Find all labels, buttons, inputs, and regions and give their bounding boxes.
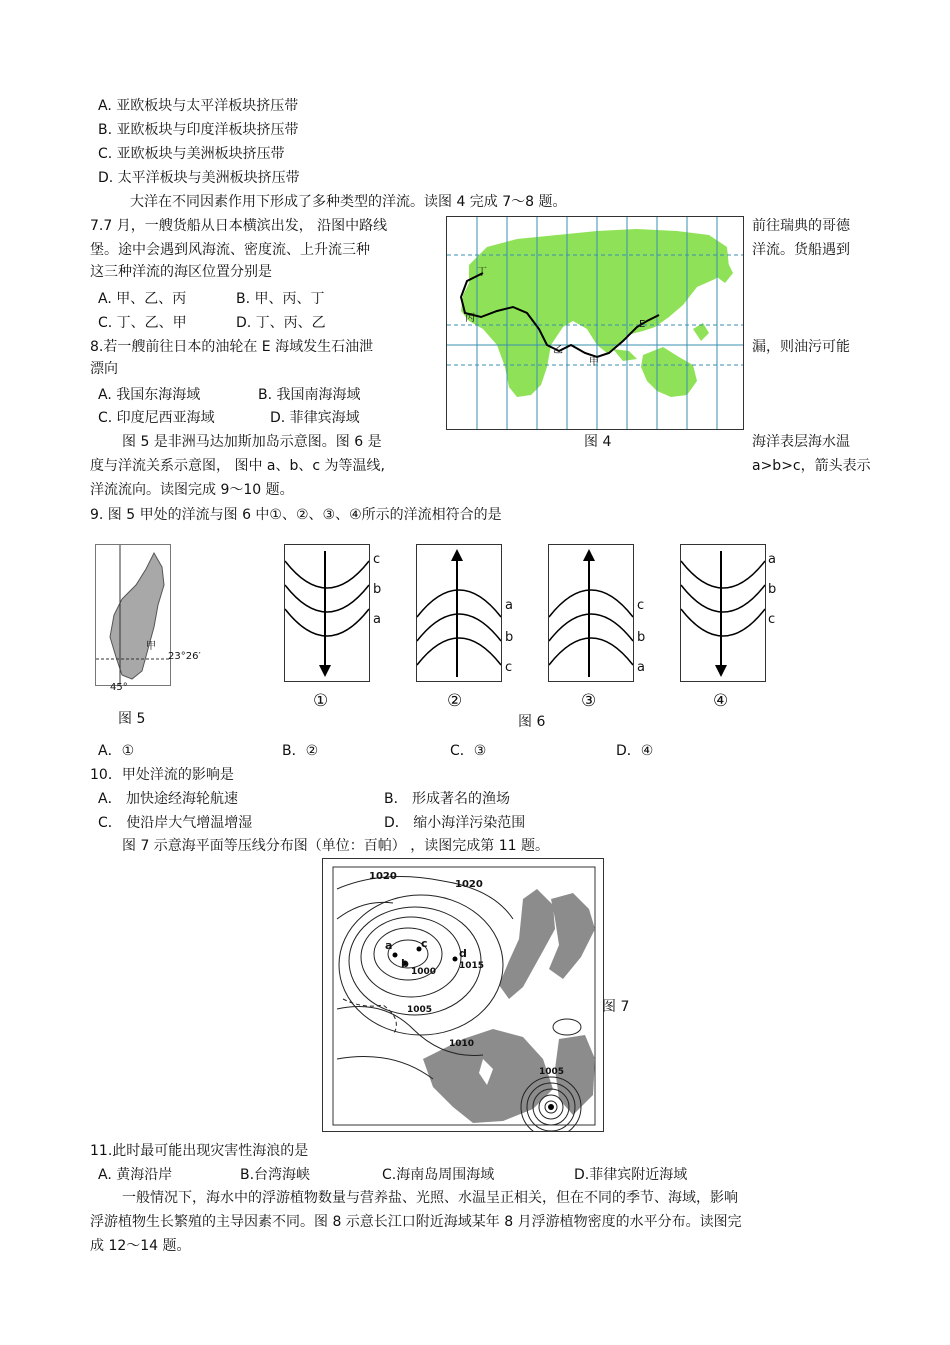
panel-3-number: ③ xyxy=(581,691,597,711)
q8-line1-right: 漏，则油污可能 xyxy=(752,339,850,355)
panel-4-label-b: b xyxy=(768,582,777,597)
q11-option-b: B.台湾海峡 xyxy=(240,1167,311,1183)
panel-3-label-c: c xyxy=(637,598,645,613)
intro-12-14-line1: 一般情况下，海水中的浮游植物数量与营养盐、光照、水温呈正相关，但在不同的季节、海域，影响 xyxy=(122,1190,738,1206)
panel-2-label-b: b xyxy=(505,630,514,645)
label-jia: 甲 xyxy=(589,357,599,368)
panel-2-label-a: a xyxy=(505,598,513,613)
figure-6-panel-2 xyxy=(416,544,502,682)
q10-option-d: D． 缩小海洋污染范围 xyxy=(384,815,526,831)
figure-7-caption: 图 7 xyxy=(602,999,630,1015)
figure-6-panel-3 xyxy=(548,544,634,682)
isobar-1005-typhoon: 1005 xyxy=(539,1067,565,1077)
q10-option-a: A． 加快途经海轮航速 xyxy=(98,791,239,807)
q8-option-d: D. 菲律宾海域 xyxy=(270,410,360,426)
q7-option-c: C. 丁、乙、甲 xyxy=(98,315,187,331)
intro-12-14-line3: 成 12～14 题。 xyxy=(90,1238,191,1254)
panel-4-number: ④ xyxy=(713,691,729,711)
point-d: d xyxy=(459,947,467,960)
intro-11: 图 7 示意海平面等压线分布图（单位：百帕） ，读图完成第 11 题。 xyxy=(122,838,549,854)
isobar-1010: 1010 xyxy=(449,1039,475,1049)
q8-line2: 漂向 xyxy=(90,361,118,377)
figure-6-panel-1 xyxy=(284,544,370,682)
label-bing: 丙 xyxy=(465,313,475,324)
isobar-1020-right: 1020 xyxy=(455,879,483,890)
intro-9-10-line3: 洋流流向。读图完成 9～10 题。 xyxy=(90,482,294,498)
panel-1-label-c: c xyxy=(373,552,381,567)
q9-option-c: C．③ xyxy=(450,743,487,759)
intro-9-10-line2: 度与洋流关系示意图， 图中 a、b、c 为等温线, xyxy=(90,458,385,474)
q9-stem: 9. 图 5 甲处的洋流与图 6 中①、②、③、④所示的洋流相符合的是 xyxy=(90,507,502,523)
intro-9-10-line2-right: a>b>c，箭头表示 xyxy=(752,458,871,474)
label-e: E xyxy=(639,319,646,330)
isobar-1005-mid: 1005 xyxy=(407,1005,433,1015)
q7-line3: 这三种洋流的海区位置分别是 xyxy=(90,264,272,280)
q8-option-a: A. 我国东海海域 xyxy=(98,387,201,403)
label-jia-fig5: 甲 xyxy=(146,641,156,652)
panel-3-label-b: b xyxy=(637,630,646,645)
q10-option-b: B． 形成著名的渔场 xyxy=(384,791,511,807)
q8-option-b: B. 我国南海海域 xyxy=(258,387,361,403)
q9-option-a: A．① xyxy=(98,743,135,759)
label-ding: 丁 xyxy=(477,267,487,278)
isobar-1000: 1000 xyxy=(411,967,437,977)
label-yi: 乙 xyxy=(553,345,563,356)
figure-4-caption: 图 4 xyxy=(584,434,612,450)
q11-stem: 11.此时最可能出现灾害性海浪的是 xyxy=(90,1143,309,1159)
q6-option-b: B. 亚欧板块与印度洋板块挤压带 xyxy=(98,122,299,138)
q6-option-a: A. 亚欧板块与太平洋板块挤压带 xyxy=(98,98,299,114)
intro-9-10-line1-right: 海洋表层海水温 xyxy=(752,434,850,450)
panel-1-number: ① xyxy=(313,691,329,711)
figure-5-caption: 图 5 xyxy=(118,711,146,727)
figure-5-madagascar xyxy=(95,544,171,686)
q8-option-c: C. 印度尼西亚海域 xyxy=(98,410,215,426)
q6-option-c: C. 亚欧板块与美洲板块挤压带 xyxy=(98,146,285,162)
q7-line1: 7.7 月，一艘货船从日本横滨出发， 沿图中路线 xyxy=(90,218,388,234)
q6-option-d: D. 太平洋板块与美洲板块挤压带 xyxy=(98,170,300,186)
intro-9-10-line1: 图 5 是非洲马达加斯加岛示意图。图 6 是 xyxy=(122,434,382,450)
q9-option-b: B．② xyxy=(282,743,319,759)
panel-1-label-a: a xyxy=(373,612,381,627)
q11-option-d: D.菲律宾附近海域 xyxy=(574,1167,688,1183)
panel-4-label-c: c xyxy=(768,612,776,627)
panel-4-label-a: a xyxy=(768,552,776,567)
q7-option-d: D. 丁、丙、乙 xyxy=(236,315,326,331)
longitude-label: 45° xyxy=(110,682,128,693)
q10-stem: 10．甲处洋流的影响是 xyxy=(90,767,234,783)
q8-line1: 8.若一艘前往日本的油轮在 E 海域发生石油泄 xyxy=(90,339,374,355)
q9-option-d: D．④ xyxy=(616,743,654,759)
q7-line2-right: 洋流。货船遇到 xyxy=(752,242,850,258)
q7-option-b: B. 甲、丙、丁 xyxy=(236,291,325,307)
figure-6-panel-4 xyxy=(680,544,766,682)
point-a: a xyxy=(385,939,393,952)
panel-2-number: ② xyxy=(447,691,463,711)
q7-option-a: A. 甲、乙、丙 xyxy=(98,291,187,307)
q11-option-a: A. 黄海沿岸 xyxy=(98,1167,173,1183)
q10-option-c: C． 使沿岸大气增温增湿 xyxy=(98,815,253,831)
madagascar-drawing xyxy=(96,545,170,685)
intro-12-14-line2: 浮游植物生长繁殖的主导因素不同。图 8 示意长江口附近海域某年 8 月浮游植物密度的水平分布。读图完 xyxy=(90,1214,742,1230)
isobar-1020-left: 1020 xyxy=(369,871,397,882)
latitude-label: 23°26′ xyxy=(168,651,201,662)
q7-line1-right: 前往瑞典的哥德 xyxy=(752,218,850,234)
isobar-1015: 1015 xyxy=(459,961,485,971)
panel-3-label-a: a xyxy=(637,660,645,675)
q11-option-c: C.海南岛周围海域 xyxy=(382,1167,495,1183)
figure-6-caption: 图 6 xyxy=(518,714,546,730)
panel-2-label-c: c xyxy=(505,660,513,675)
panel-1-label-b: b xyxy=(373,582,382,597)
q7-line2: 堡。途中会遇到风海流、密度流、上升流三种 xyxy=(90,242,370,258)
world-map-drawing xyxy=(447,217,743,429)
figure-7-isobar-map xyxy=(322,858,604,1132)
isobar-drawing xyxy=(323,859,603,1131)
point-c: c xyxy=(421,937,428,950)
figure-4-world-map xyxy=(446,216,744,430)
intro-7-8: 大洋在不同因素作用下形成了多种类型的洋流。读图 4 完成 7～8 题。 xyxy=(130,194,567,210)
point-b: b xyxy=(401,957,409,970)
